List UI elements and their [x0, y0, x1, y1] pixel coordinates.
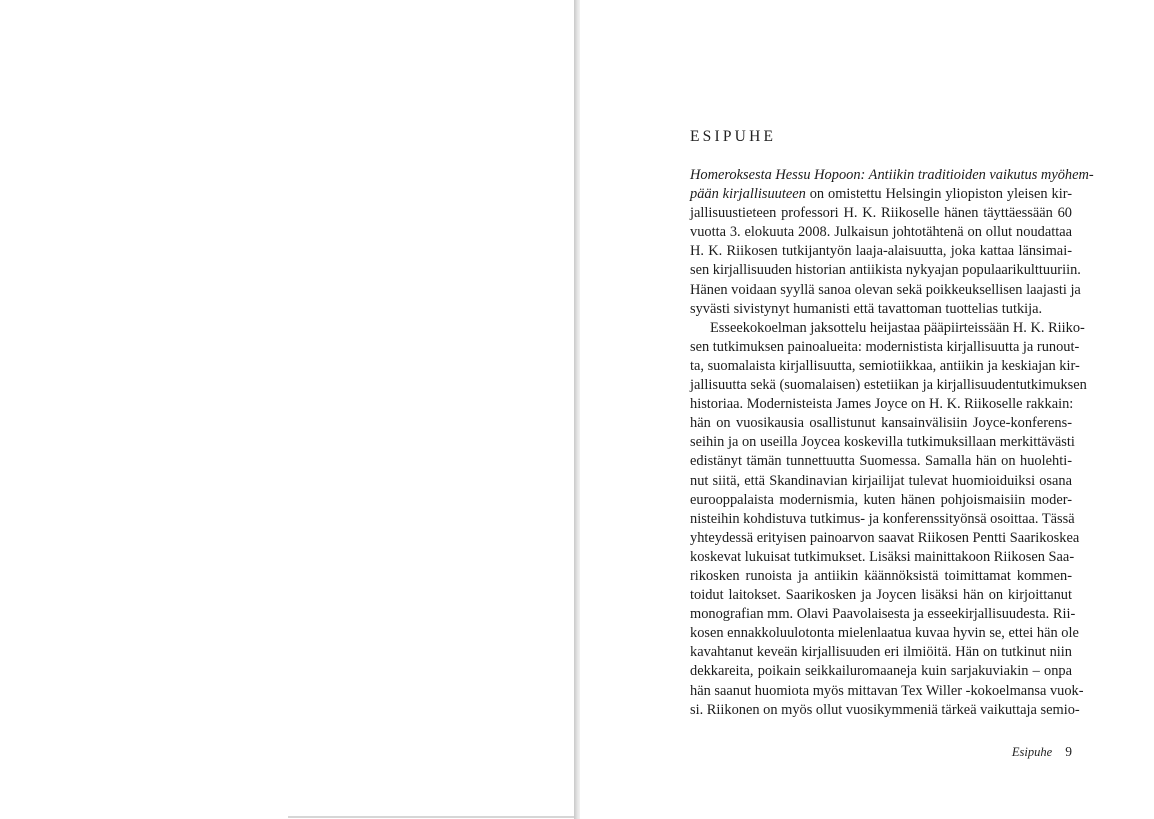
text-line: historiaa. Modernisteista James Joyce on H. K. Riikoselle rakkain: — [690, 396, 1074, 413]
left-page-blank — [0, 0, 574, 819]
text-line: syvästi sivistynyt humanisti että tavattoman tuottelias tutkija. — [690, 300, 1043, 317]
text-line: monografian mm. Olavi Paavolaisesta ja esseekirjallisuudesta. Rii- — [690, 606, 1076, 623]
text-fragment: on omistettu Helsingin yliopiston yleisen kir- — [805, 186, 1072, 203]
left-page-edge — [288, 816, 576, 818]
text-line: si. Riikonen on myös ollut vuosikymmeniä tärkeä vaikuttaja semio- — [690, 701, 1080, 718]
body-text — [690, 166, 1094, 720]
text-line: eurooppalaista modernismia, kuten hänen pohjoismaisiin moder- — [690, 491, 1072, 508]
text-line: Hänen voidaan syyllä sanoa olevan sekä poikkeuksellisen laajasti ja — [690, 281, 1081, 298]
text-line: koskevat lukuisat tutkimukset. Lisäksi mainittakoon Riikosen Saa- — [690, 548, 1075, 565]
text-line: edistänyt tämän tunnettuutta Suomessa. Samalla hän on huolehti- — [690, 453, 1072, 470]
text-line: yhteydessä erityisen painoarvon saavat Riikosen Pentti Saarikoskea — [690, 529, 1080, 546]
right-page — [580, 0, 1154, 819]
running-footer — [1012, 744, 1072, 760]
text-line: nisteihin kohdistuva tutkimus- ja konferenssityönsä osoittaa. Tässä — [690, 510, 1075, 527]
text-line: ta, suomalaista kirjallisuutta, semiotiikkaa, antiikin ja keskiajan kir- — [690, 357, 1080, 374]
text-line: hän saanut huomiota myös mittavan Tex Willer -kokoelmansa vuok- — [690, 682, 1084, 699]
text-line: sen kirjallisuuden historian antiikista nykyajan populaarikulttuuriin. — [690, 262, 1081, 279]
page-heading: ESIPUHE — [690, 128, 777, 145]
text-line: nut siitä, että Skandinavian kirjailijat tulevat huomioiduiksi osana — [690, 472, 1072, 489]
text-line: Esseekokoelman jaksottelu heijastaa pääpiirteissään H. K. Riiko- — [710, 319, 1085, 336]
text-line: vuotta 3. elokuuta 2008. Julkaisun johtotähtenä on ollut noudattaa — [690, 224, 1072, 241]
text-line: jallisuutta sekä (suomalaisen) estetiikan ja kirjallisuudentutkimuksen — [690, 377, 1087, 394]
text-line: Homeroksesta Hessu Hopoon: Antiikin traditioiden vaikutus myöhem- — [690, 167, 1094, 183]
book-title-fragment: pään kirjallisuuteen — [690, 186, 806, 203]
text-line: dekkareita, poikain seikkailuromaaneja kuin sarjakuviakin – onpa — [690, 663, 1072, 680]
page-number: 9 — [1065, 744, 1072, 759]
text-line: jallisuustieteen professori H. K. Riikoselle hänen täyttäessään 60 — [690, 205, 1072, 222]
text-line: rikosken runoista ja antiikin käännöksistä toimittamat kommen- — [690, 567, 1072, 584]
text-line: sen tutkimuksen painoalueita: modernistista kirjallisuutta ja runout- — [690, 338, 1080, 355]
text-line: kavahtanut keveän kirjallisuuden eri ilmiöitä. Hän on tutkinut niin — [690, 644, 1072, 661]
footer-section-label: Esipuhe — [1011, 745, 1053, 759]
text-line: hän on vuosikausia osallistunut kansainvälisiin Joyce-konferens- — [690, 415, 1072, 432]
text-line — [690, 185, 1072, 204]
text-line: H. K. Riikosen tutkijantyön laaja-alaisuutta, joka kattaa länsimai- — [690, 243, 1072, 260]
text-line: kosen ennakkoluulotonta mielenlaatua kuvaa hyvin se, ettei hän ole — [690, 625, 1079, 642]
text-line: seihin ja on useilla Joycea koskevilla tutkimuksillaan merkittävästi — [690, 434, 1075, 451]
text-line: toidut laitokset. Saarikosken ja Joycen lisäksi hän on kirjoittanut — [690, 587, 1072, 604]
